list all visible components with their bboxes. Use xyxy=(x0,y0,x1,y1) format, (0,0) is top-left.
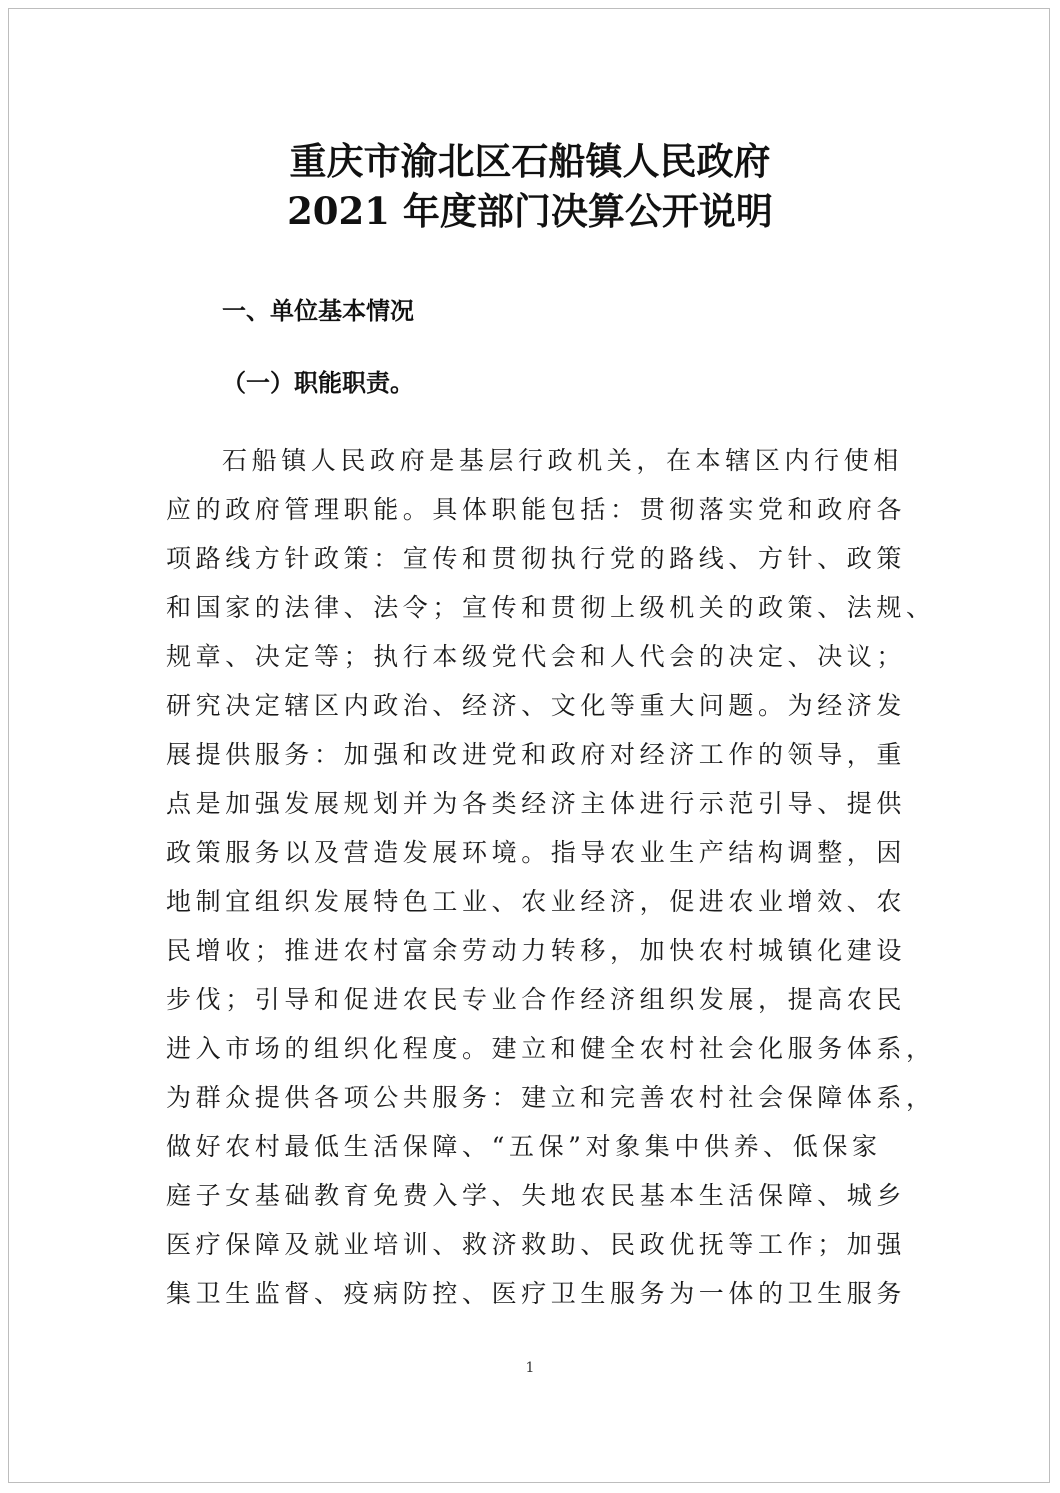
body-line: 石船镇人民政府是基层行政机关，在本辖区内行使相 xyxy=(222,446,903,475)
body-line: 研究决定辖区内政治、经济、文化等重大问题。为经济发 xyxy=(166,691,907,720)
body-line: 规章、决定等；执行本级党代会和人代会的决定、决议； xyxy=(166,642,907,671)
body-line: 点是加强发展规划并为各类经济主体进行示范引导、提供 xyxy=(166,789,907,818)
body-line: 民增收；推进农村富余劳动力转移，加快农村城镇化建设 xyxy=(166,936,907,965)
body-line: 项路线方针政策：宣传和贯彻执行党的路线、方针、政策 xyxy=(166,544,907,573)
subsection-heading: （一）职能职责。 xyxy=(222,369,414,397)
body-line: 地制宜组织发展特色工业、农业经济，促进农业增效、农 xyxy=(166,887,907,916)
document-title-line-2: 2021 年度部门决算公开说明 xyxy=(287,189,773,233)
body-line: 为群众提供各项公共服务：建立和完善农村社会保障体系， xyxy=(166,1083,936,1112)
page-number: 1 xyxy=(525,1360,535,1376)
body-line: 展提供服务：加强和改进党和政府对经济工作的领导，重 xyxy=(166,740,907,769)
body-line: 进入市场的组织化程度。建立和健全农村社会化服务体系， xyxy=(166,1034,936,1063)
body-line: 步伐；引导和促进农民专业合作经济组织发展，提高农民 xyxy=(166,985,907,1014)
body-line: 应的政府管理职能。具体职能包括：贯彻落实党和政府各 xyxy=(166,495,907,524)
body-line: 和国家的法律、法令；宣传和贯彻上级机关的政策、法规、 xyxy=(166,593,936,622)
section-heading: 一、单位基本情况 xyxy=(222,297,414,325)
body-line: 庭子女基础教育免费入学、失地农民基本生活保障、城乡 xyxy=(166,1181,907,1210)
body-line: 政策服务以及营造发展环境。指导农业生产结构调整，因 xyxy=(166,838,907,867)
body-paragraph xyxy=(166,441,936,1323)
document-title-line-1: 重庆市渝北区石船镇人民政府 xyxy=(289,139,771,183)
body-line: 医疗保障及就业培训、救济救助、民政优抚等工作；加强 xyxy=(166,1230,907,1259)
body-line: 做好农村最低生活保障、“五保”对象集中供养、低保家 xyxy=(166,1132,882,1161)
body-line: 集卫生监督、疫病防控、医疗卫生服务为一体的卫生服务 xyxy=(166,1279,907,1308)
